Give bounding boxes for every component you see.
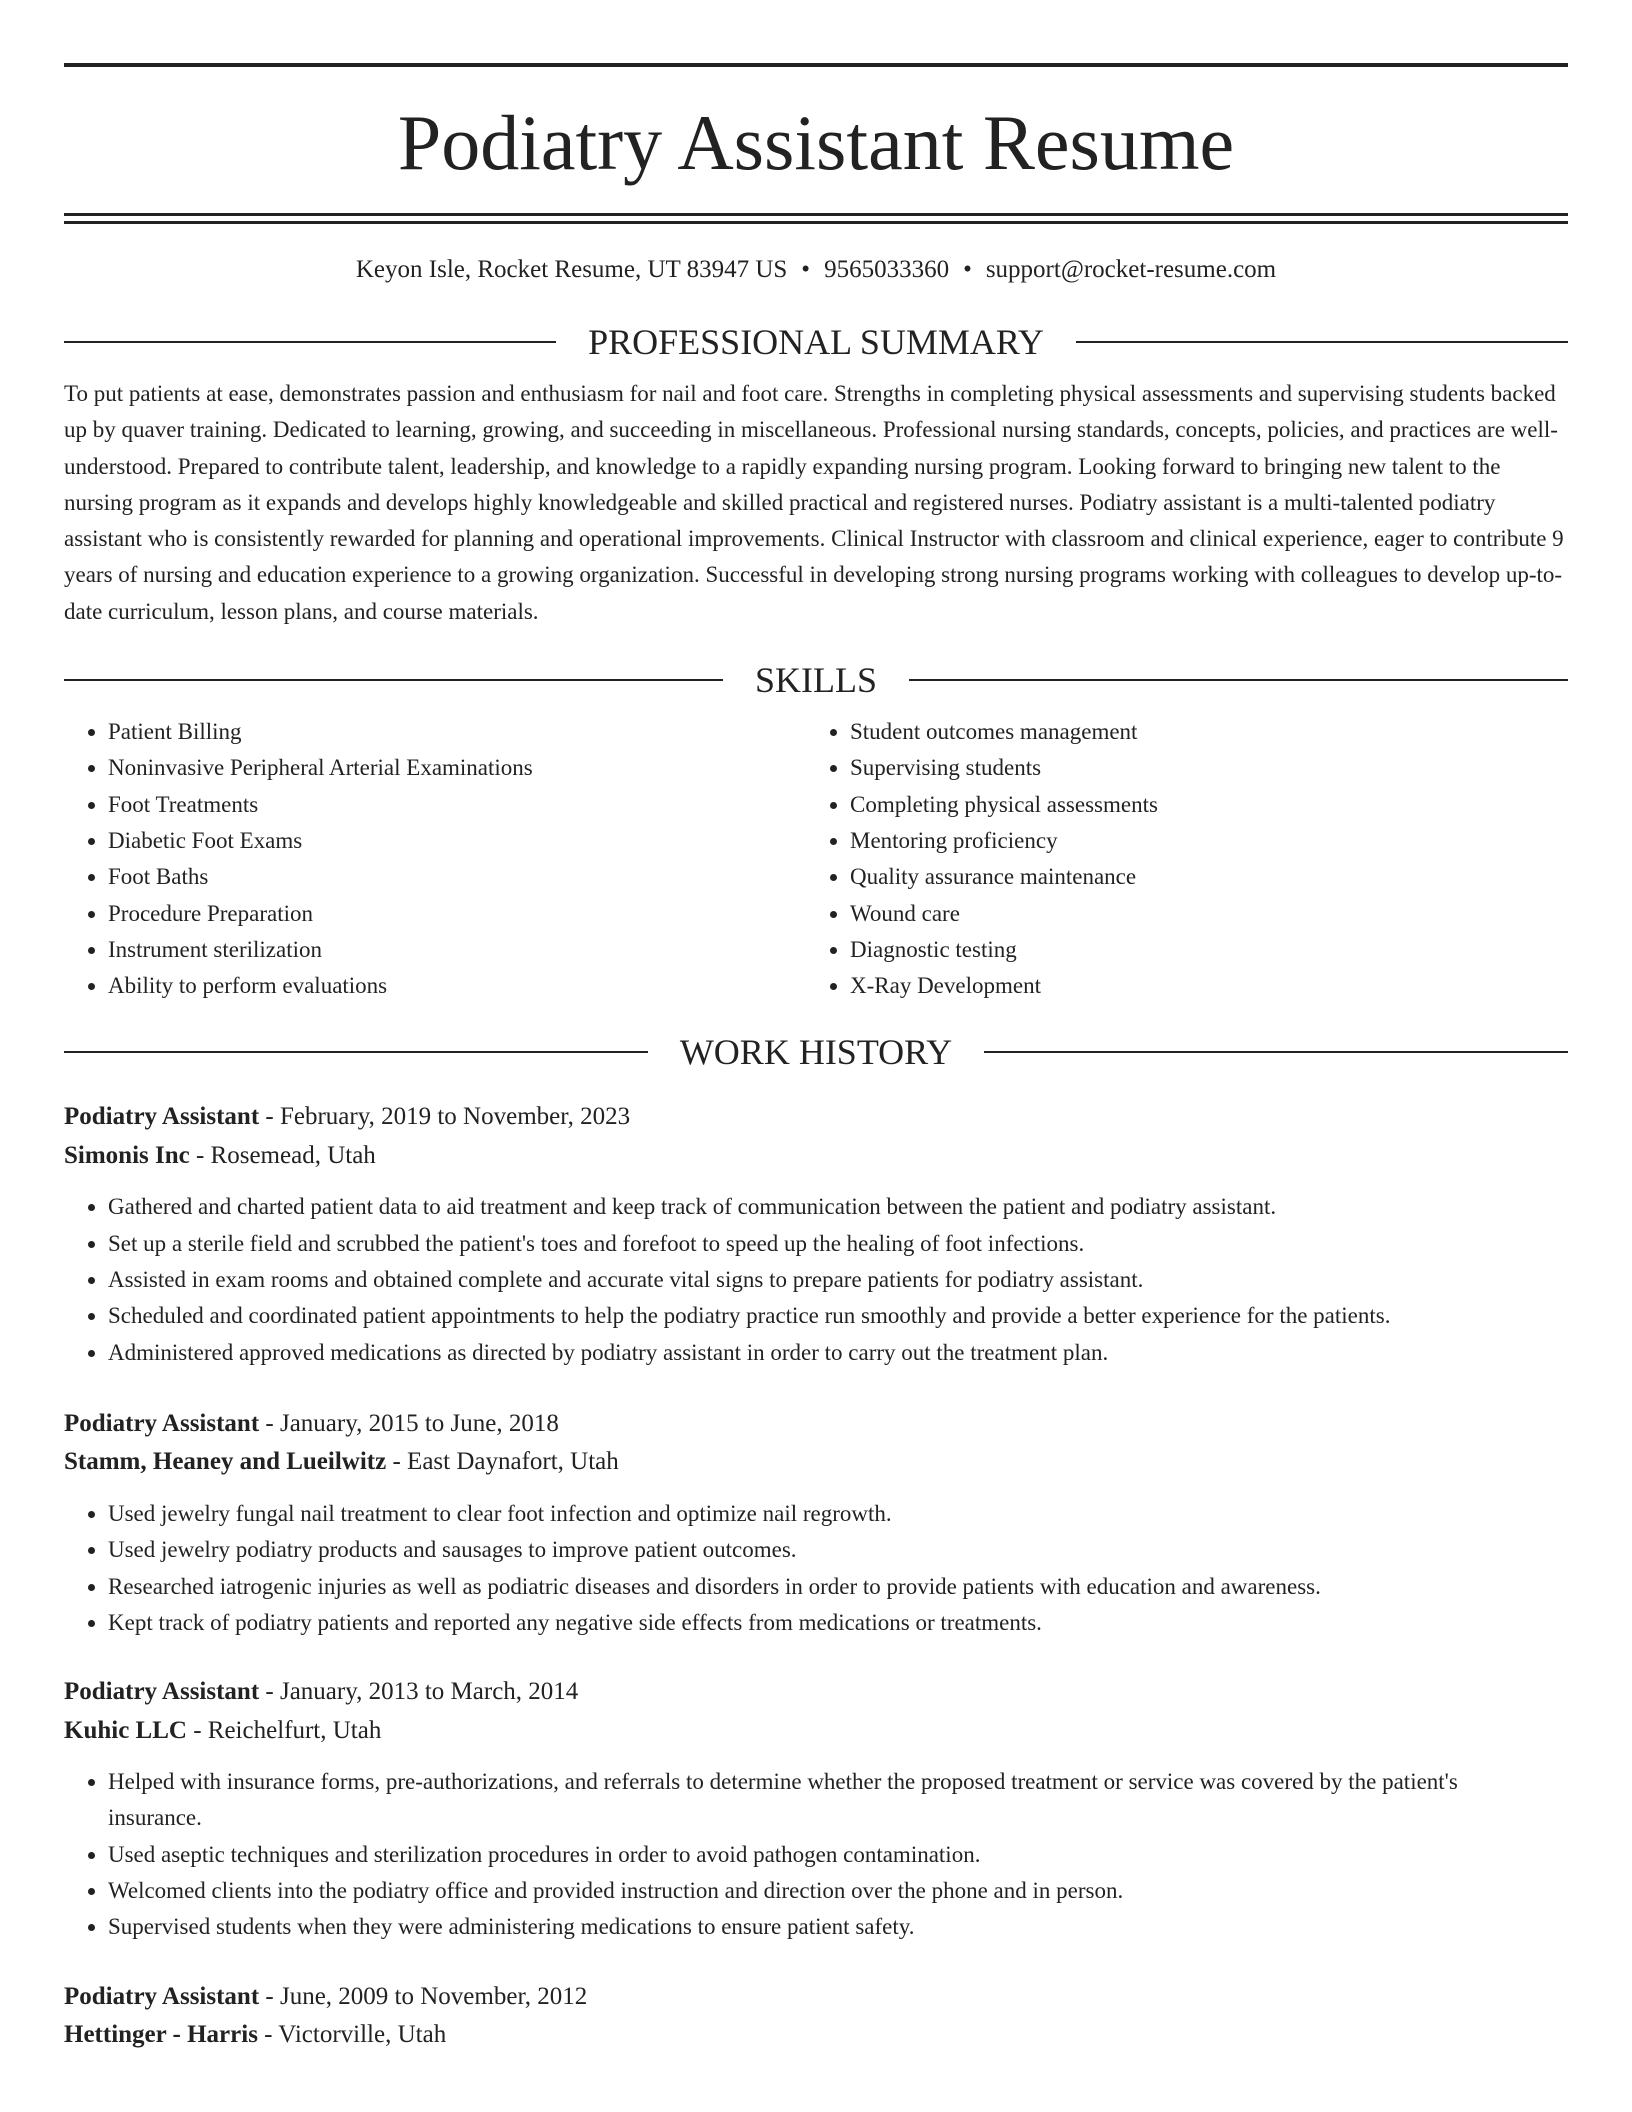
job-duty: • Kept track of podiatry patients and reported any negative side effects from medications or treatments.	[108, 1605, 1568, 1641]
job-company: Simonis Inc	[64, 1141, 190, 1169]
skills-list	[64, 714, 1568, 1004]
job-location: - Rosemead, Utah	[189, 1141, 376, 1169]
skill-item: • Completing physical assessments	[850, 787, 1158, 823]
skill-item: • Foot Baths	[108, 859, 806, 895]
skill-item: • Diagnostic testing	[850, 932, 1158, 968]
heading-rule-right	[1076, 341, 1568, 343]
job-entry	[64, 1673, 1568, 1945]
job-duty: • Scheduled and coordinated patient appointments to help the podiatry practice run smoothly and provide a better experience for the patients.	[108, 1298, 1568, 1334]
job-dates: - January, 2013 to March, 2014	[259, 1678, 579, 1706]
title-double-divider	[64, 213, 1568, 224]
heading-rule-left	[64, 679, 723, 681]
skill-item: • Supervising students	[850, 750, 1158, 786]
skill-item: • Foot Treatments	[108, 787, 806, 823]
skill-item: • Quality assurance maintenance	[850, 859, 1158, 895]
skill-item: • Mentoring proficiency	[850, 823, 1158, 859]
job-company-line	[64, 1712, 1568, 1751]
job-duty: • Welcomed clients into the podiatry office and provided instruction and direction over the phone and in person.	[108, 1873, 1568, 1909]
job-duty: • Assisted in exam rooms and obtained complete and accurate vital signs to prepare patients for podiatry assistant.	[108, 1262, 1568, 1298]
job-entry	[64, 1098, 1568, 1370]
job-duties	[64, 1496, 1568, 1641]
job-duty: • Used aseptic techniques and sterilization procedures in order to avoid pathogen contamination.	[108, 1837, 1568, 1873]
skill-item: • Ability to perform evaluations	[108, 968, 806, 1004]
job-duty: • Researched iatrogenic injuries as well as podiatric diseases and disorders in order to provide patients with education and awareness.	[108, 1569, 1568, 1605]
job-duty: • Administered approved medications as directed by podiatry assistant in order to carry out the treatment plan.	[108, 1335, 1568, 1371]
skill-item: • Wound care	[850, 896, 1158, 932]
job-company: Hettinger - Harris	[64, 2021, 258, 2049]
job-title: Podiatry Assistant	[64, 1982, 260, 2010]
job-entry	[64, 1978, 1568, 2055]
section-heading-summary	[64, 320, 1568, 364]
job-duty: • Gathered and charted patient data to aid treatment and keep track of communication between the patient and podiatry assistant.	[108, 1189, 1568, 1225]
heading-rule-left	[64, 341, 556, 343]
job-title-line	[64, 1673, 1568, 1712]
section-heading-skills	[64, 658, 1568, 702]
resume-page	[64, 0, 1568, 2055]
resume-title: Podiatry Assistant Resume	[397, 99, 1235, 186]
skills-column-right	[806, 714, 1158, 1004]
job-title-line	[64, 1405, 1568, 1444]
job-duties	[64, 1189, 1568, 1370]
job-title-line	[64, 1978, 1568, 2017]
skill-item: • X-Ray Development	[850, 968, 1158, 1004]
job-title: Podiatry Assistant	[64, 1678, 260, 1706]
skill-item: • Procedure Preparation	[108, 896, 806, 932]
contact-email: support@rocket-resume.com	[985, 256, 1277, 283]
job-company: Kuhic LLC	[64, 1716, 187, 1744]
job-duty: • Supervised students when they were administering medications to ensure patient safety.	[108, 1909, 1568, 1945]
job-entry	[64, 1405, 1568, 1641]
summary-paragraph: To put patients at ease, demonstrates passion and enthusiasm for nail and foot care. Strengths in completing physical assessments and supervising students backed up by quaver training. Dedicated to learning, growing, and succeeding in miscellaneous. Professional nursing standards, concepts, policies, and practices are well-understood. Prepared to contribute talent, leadership, and knowledge to a rapidly expanding nursing program. Looking forward to bringing new talent to the nursing program as it expands and develops highly knowledgeable and skilled practical and registered nurses. Podiatry assistant is a multi-talented podiatry assistant who is consistently rewarded for planning and operational improvements. Clinical Instructor with classroom and clinical experience, eager to contribute 9 years of nursing and education experience to a growing organization. Successful in developing strong nursing programs working with colleagues to develop up-to-date curriculum, lesson plans, and course materials.	[64, 381, 1564, 624]
job-dates: - June, 2009 to November, 2012	[259, 1982, 588, 2010]
job-title: Podiatry Assistant	[64, 1409, 260, 1437]
skill-item: • Instrument sterilization	[108, 932, 806, 968]
job-location: - East Daynafort, Utah	[386, 1448, 619, 1476]
skill-item: • Student outcomes management	[850, 714, 1158, 750]
contact-line	[64, 254, 1568, 286]
contact-separator: •	[801, 256, 811, 283]
skill-item: • Diabetic Foot Exams	[108, 823, 806, 859]
job-company-line	[64, 1137, 1568, 1176]
job-title: Podiatry Assistant	[64, 1103, 260, 1131]
job-duty: • Used jewelry fungal nail treatment to clear foot infection and optimize nail regrowth.	[108, 1496, 1568, 1532]
top-divider	[64, 63, 1568, 67]
skill-item: • Noninvasive Peripheral Arterial Examinations	[108, 750, 806, 786]
job-company: Stamm, Heaney and Lueilwitz	[64, 1448, 387, 1476]
section-title: PROFESSIONAL SUMMARY	[588, 322, 1044, 362]
heading-rule-right	[984, 1051, 1568, 1053]
heading-rule-right	[909, 679, 1568, 681]
job-duties	[64, 1764, 1568, 1945]
skill-item: • Patient Billing	[108, 714, 806, 750]
job-location: - Reichelfurt, Utah	[186, 1716, 382, 1744]
job-duty: • Set up a sterile field and scrubbed the patient's toes and forefoot to speed up the healing of foot infections.	[108, 1226, 1568, 1262]
contact-address: Keyon Isle, Rocket Resume, UT 83947 US	[355, 256, 788, 283]
section-title: SKILLS	[755, 660, 878, 701]
contact-separator: •	[963, 256, 972, 283]
job-company-line	[64, 1443, 1568, 1482]
job-duty: • Helped with insurance forms, pre-authorizations, and referrals to determine whether the proposed treatment or service was covered by the patient's insurance.	[108, 1764, 1568, 1837]
job-title-line	[64, 1098, 1568, 1137]
job-location: - Victorville, Utah	[257, 2021, 447, 2049]
job-dates: - January, 2015 to June, 2018	[259, 1409, 559, 1437]
section-heading-work-history	[64, 1030, 1568, 1074]
section-title: WORK HISTORY	[679, 1032, 953, 1073]
job-company-line	[64, 2016, 1568, 2055]
job-dates: - February, 2019 to November, 2023	[259, 1103, 631, 1131]
heading-rule-left	[64, 1051, 648, 1053]
job-duty: • Used jewelry podiatry products and sausages to improve patient outcomes.	[108, 1532, 1568, 1568]
skills-column-left	[64, 714, 806, 1004]
contact-phone: 9565033360	[824, 256, 950, 283]
